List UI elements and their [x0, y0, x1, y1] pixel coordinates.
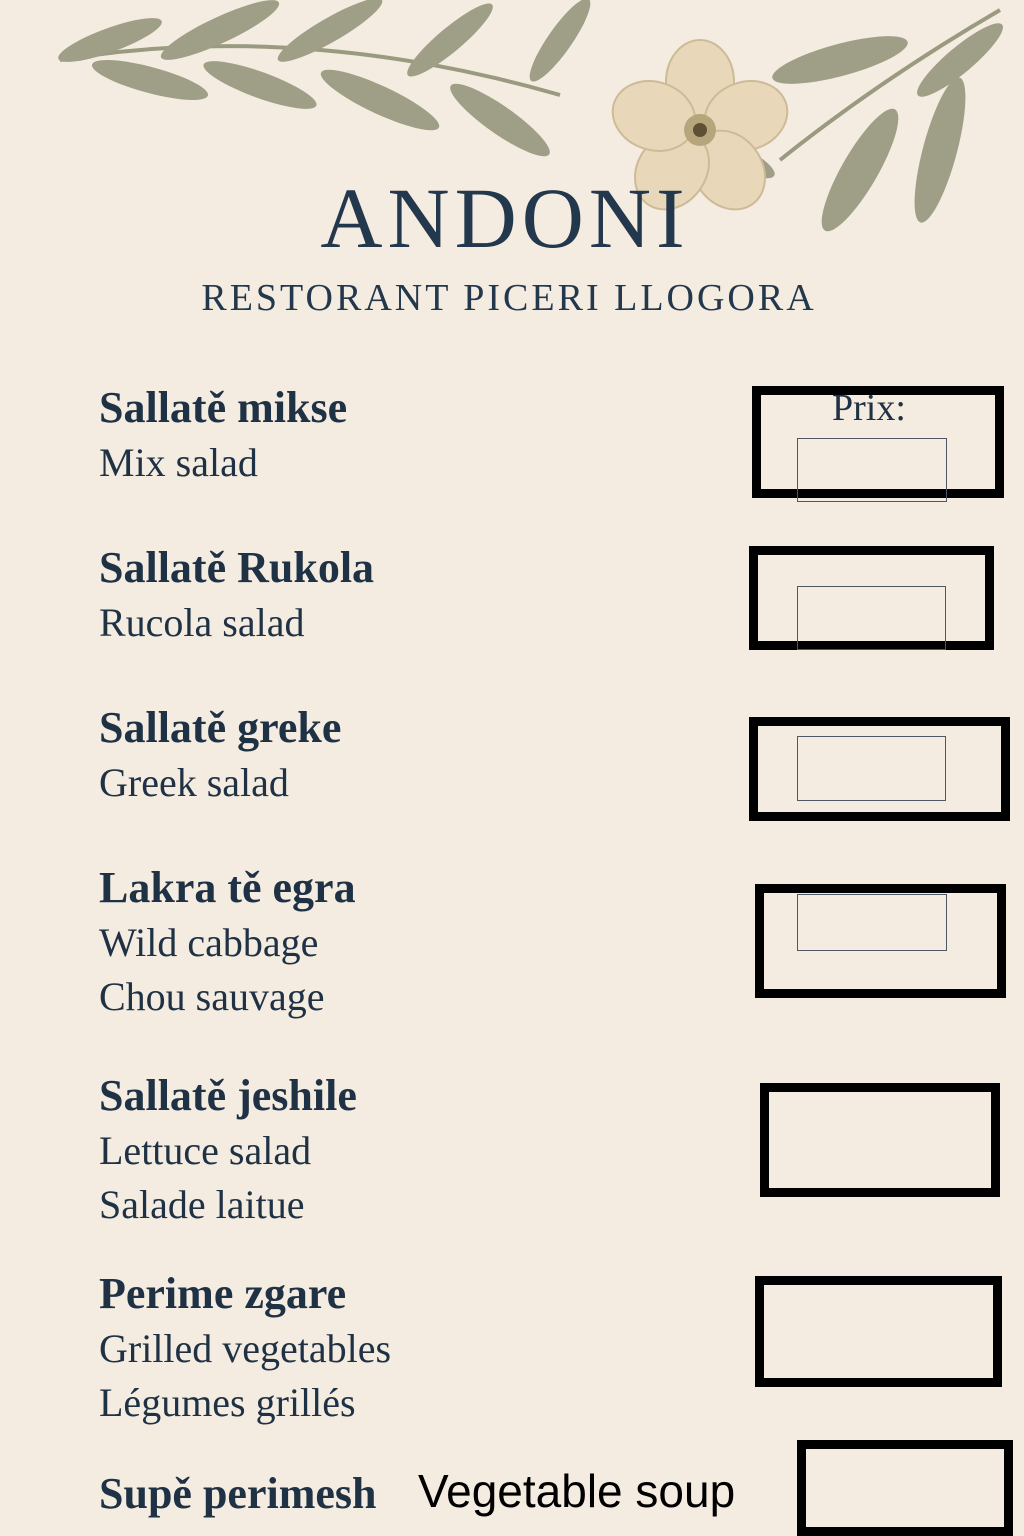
menu-item: [99, 380, 347, 490]
item-english: Wild cabbage: [99, 920, 319, 965]
item-french: Chou sauvage: [99, 974, 325, 1019]
item-english: Mix salad: [99, 440, 258, 485]
item-name: Sallatě mikse: [99, 383, 348, 432]
menu-item: [99, 700, 341, 810]
item-english: Grilled vegetables: [99, 1326, 392, 1371]
menu-item: [99, 540, 374, 650]
item-name: Sallatě jeshile: [99, 1071, 357, 1120]
menu-item: [99, 1266, 391, 1430]
item-name: Sallatě Rukola: [99, 543, 375, 592]
restaurant-subtitle: RESTORANT PICERI LLOGORA: [201, 277, 817, 319]
item-english: Lettuce salad: [99, 1128, 312, 1173]
price-box[interactable]: [760, 1083, 1000, 1197]
price-box-inner: [797, 736, 946, 801]
price-label: Prix:: [832, 387, 906, 429]
item-name: Lakra tě egra: [99, 863, 356, 912]
item-french: Légumes grillés: [99, 1380, 356, 1425]
menu-item: [99, 1466, 376, 1522]
item-french: Salade laitue: [99, 1182, 305, 1227]
menu-item: [99, 860, 356, 1024]
price-box-inner: [797, 586, 946, 650]
price-box-inner: [797, 438, 947, 502]
item-name: Sallatě greke: [99, 703, 342, 752]
restaurant-name: ANDONI: [320, 170, 690, 266]
item-english: Rucola salad: [99, 600, 305, 645]
overlay-text: Vegetable soup: [418, 1465, 736, 1517]
price-box[interactable]: [755, 1276, 1002, 1387]
item-name: Perime zgare: [99, 1269, 347, 1318]
item-name: Supě perimesh: [99, 1469, 377, 1518]
price-box[interactable]: [797, 1440, 1013, 1536]
price-box-inner: [797, 894, 947, 951]
item-english: Greek salad: [99, 760, 289, 805]
menu-item: [99, 1068, 357, 1232]
